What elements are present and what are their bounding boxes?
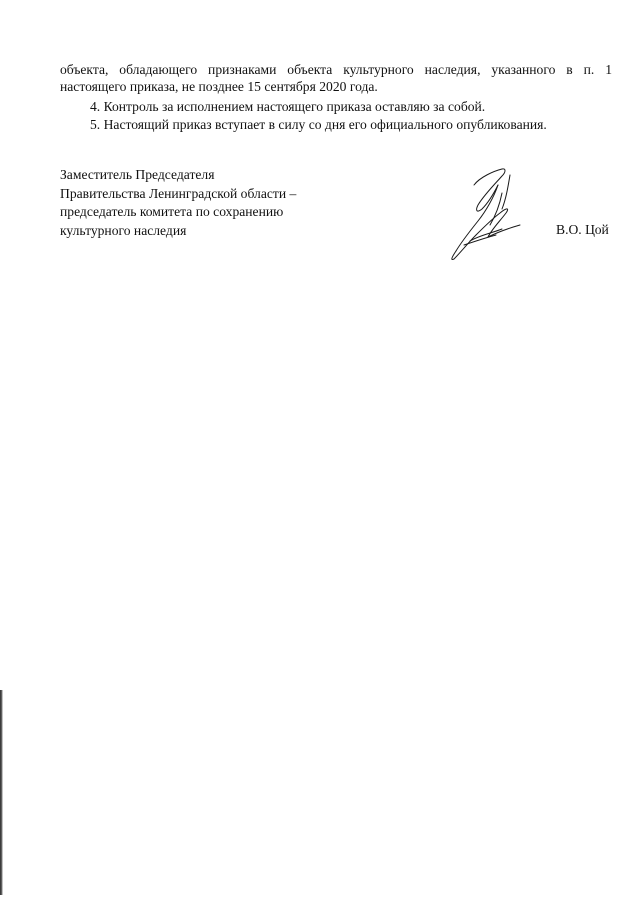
- signatory-title-line: Правительства Ленинградской области –: [60, 185, 297, 201]
- signatory-name: В.О. Цой: [556, 222, 609, 237]
- paragraph-item-5: 5. Настоящий приказ вступает в силу со дня его официального опубликования.: [90, 117, 547, 132]
- paragraph-item-4: 4. Контроль за исполнением настоящего приказа оставляю за собой.: [90, 99, 486, 114]
- signatory-title-line: культурного наследия: [60, 222, 187, 238]
- signatory-title-line: Заместитель Председателя: [60, 167, 215, 182]
- signatory-title: [60, 166, 296, 240]
- signatory-title-line: председатель комитета по сохранению: [60, 204, 284, 219]
- body-text-line: объекта, обладающего признаками объекта культурного наследия, указанного в п. 1: [60, 62, 612, 77]
- scan-edge-shadow: [0, 690, 3, 895]
- body-text-line: настоящего приказа, не позднее 15 сентября 2020 года.: [60, 79, 378, 94]
- handwritten-signature: [440, 163, 540, 265]
